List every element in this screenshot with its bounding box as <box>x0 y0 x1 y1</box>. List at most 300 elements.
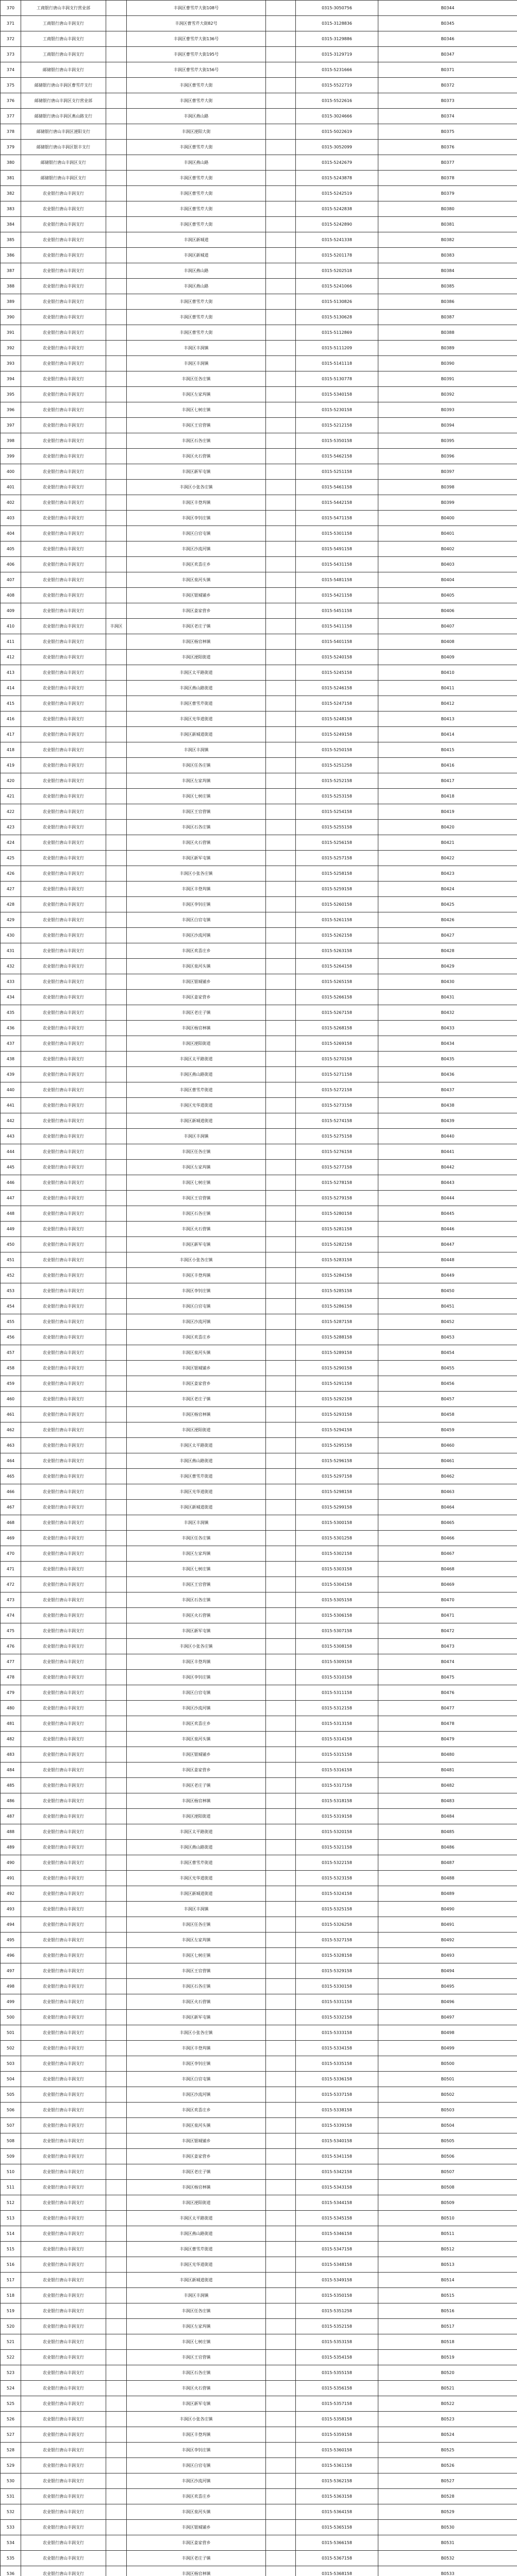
branch-address: 丰润区新城道街道 <box>127 2273 266 2288</box>
branch-name: 农业银行唐山丰润支行 <box>21 1175 106 1191</box>
branch-code: B0530 <box>378 2520 517 2535</box>
table-row <box>1 1113 517 1129</box>
table-row <box>1 727 517 742</box>
district-name <box>106 2056 127 2072</box>
row-number: 370 <box>1 1 21 16</box>
branch-name: 农业银行唐山丰润支行 <box>21 1732 106 1747</box>
district-name <box>106 603 127 619</box>
district-name <box>106 1778 127 1793</box>
branch-code: B0501 <box>378 2072 517 2087</box>
table-row <box>1 1345 517 1361</box>
blank-cell <box>266 2242 296 2257</box>
table-row <box>1 78 517 93</box>
branch-phone: 0315-5277158 <box>296 1160 378 1175</box>
district-name <box>106 155 127 171</box>
branch-name: 农业银行唐山丰润支行 <box>21 495 106 511</box>
blank-cell <box>266 1361 296 1376</box>
branch-name: 农业银行唐山丰润支行 <box>21 217 106 232</box>
blank-cell <box>266 2535 296 2551</box>
branch-phone: 0315-5289158 <box>296 1345 378 1361</box>
branch-phone: 0315-5130778 <box>296 371 378 387</box>
branch-code: B0400 <box>378 511 517 526</box>
branch-name: 农业银行唐山丰润支行 <box>21 650 106 665</box>
branch-name: 农业银行唐山丰润支行 <box>21 1670 106 1685</box>
branch-address: 丰润区白官屯镇 <box>127 526 266 541</box>
branch-name: 农业银行唐山丰润支行 <box>21 464 106 480</box>
branch-address: 丰润区太平路街道 <box>127 1824 266 1840</box>
branch-table-body <box>1 1 517 2576</box>
table-row <box>1 959 517 974</box>
branch-code: B0445 <box>378 1206 517 1222</box>
branch-phone: 0315-5351258 <box>296 2303 378 2319</box>
row-number: 428 <box>1 897 21 912</box>
branch-address: 丰润区丰润镇 <box>127 356 266 371</box>
table-row <box>1 2319 517 2334</box>
branch-code: B0425 <box>378 897 517 912</box>
row-number: 401 <box>1 480 21 495</box>
branch-address: 丰润区小张各庄镇 <box>127 1639 266 1654</box>
branch-address: 丰润区浭阳街道 <box>127 1036 266 1052</box>
blank-cell <box>266 943 296 959</box>
branch-name: 农业银行唐山丰润支行 <box>21 2566 106 2576</box>
branch-phone: 0315-5312158 <box>296 1701 378 1716</box>
branch-address: 丰润区小张各庄镇 <box>127 480 266 495</box>
branch-name: 农业银行唐山丰润支行 <box>21 1330 106 1345</box>
branch-address: 丰润区火石营镇 <box>127 1608 266 1623</box>
blank-cell <box>266 2103 296 2118</box>
district-name <box>106 912 127 928</box>
district-name <box>106 1098 127 1113</box>
row-number: 449 <box>1 1222 21 1237</box>
district-name <box>106 248 127 263</box>
row-number: 501 <box>1 2025 21 2041</box>
district-name <box>106 1623 127 1639</box>
district-name <box>106 2473 127 2489</box>
table-row <box>1 2025 517 2041</box>
table-row <box>1 495 517 511</box>
branch-phone: 0315-5251258 <box>296 758 378 773</box>
branch-phone: 0315-5471158 <box>296 511 378 526</box>
row-number: 427 <box>1 882 21 897</box>
district-name <box>106 2365 127 2381</box>
branch-code: B0388 <box>378 325 517 341</box>
row-number: 455 <box>1 1314 21 1330</box>
row-number: 523 <box>1 2365 21 2381</box>
branch-address: 丰润区白官屯镇 <box>127 2072 266 2087</box>
branch-name: 农业银行唐山丰润支行 <box>21 511 106 526</box>
branch-address: 丰润区石各庄镇 <box>127 433 266 449</box>
branch-address: 丰润区欢喜庄乡 <box>127 1716 266 1732</box>
row-number: 405 <box>1 541 21 557</box>
branch-address: 丰润区丰润镇 <box>127 1129 266 1144</box>
blank-cell <box>266 1793 296 1809</box>
district-name: 丰润区 <box>106 619 127 634</box>
row-number: 388 <box>1 279 21 294</box>
district-name <box>106 402 127 418</box>
branch-address: 丰润区泉河头镇 <box>127 572 266 588</box>
table-row <box>1 1438 517 1453</box>
branch-name: 农业银行唐山丰润支行 <box>21 2350 106 2365</box>
branch-code: B0393 <box>378 402 517 418</box>
branch-name: 农业银行唐山丰润支行 <box>21 2412 106 2427</box>
branch-address: 丰润区杨官林镇 <box>127 1407 266 1422</box>
row-number: 373 <box>1 47 21 62</box>
row-number: 411 <box>1 634 21 650</box>
table-row <box>1 2504 517 2520</box>
branch-name: 农业银行唐山丰润支行 <box>21 1654 106 1670</box>
blank-cell <box>266 201 296 217</box>
table-row <box>1 1067 517 1082</box>
blank-cell <box>266 882 296 897</box>
branch-address: 丰润区沙流河镇 <box>127 2473 266 2489</box>
branch-code: B0401 <box>378 526 517 541</box>
row-number: 444 <box>1 1144 21 1160</box>
branch-code: B0373 <box>378 93 517 109</box>
table-row <box>1 1175 517 1191</box>
branch-address: 丰润区曹雪芹大街 <box>127 217 266 232</box>
branch-address: 丰润区银城铺乡 <box>127 588 266 603</box>
row-number: 419 <box>1 758 21 773</box>
branch-code: B0489 <box>378 1886 517 1902</box>
branch-code: B0494 <box>378 1963 517 1979</box>
branch-code: B0505 <box>378 2133 517 2149</box>
branch-name: 农业银行唐山丰润支行 <box>21 1902 106 1917</box>
branch-phone: 0315-5264158 <box>296 959 378 974</box>
blank-cell <box>266 140 296 155</box>
blank-cell <box>266 1407 296 1422</box>
branch-code: B0456 <box>378 1376 517 1392</box>
blank-cell <box>266 1917 296 1933</box>
district-name <box>106 217 127 232</box>
district-name <box>106 511 127 526</box>
table-row <box>1 1237 517 1252</box>
branch-phone: 0315-5324158 <box>296 1886 378 1902</box>
table-row <box>1 2087 517 2103</box>
table-row <box>1 2566 517 2576</box>
branch-phone: 0315-5431158 <box>296 557 378 572</box>
branch-name: 农业银行唐山丰润支行 <box>21 1979 106 1994</box>
branch-name: 农业银行唐山丰润支行 <box>21 2535 106 2551</box>
district-name <box>106 1407 127 1422</box>
blank-cell <box>266 155 296 171</box>
branch-address: 丰润区曹雪芹街道 <box>127 1469 266 1484</box>
branch-name: 农业银行唐山丰润支行 <box>21 248 106 263</box>
branch-phone: 0315-5300158 <box>296 1515 378 1531</box>
row-number: 431 <box>1 943 21 959</box>
branch-phone: 0315-5301158 <box>296 526 378 541</box>
table-row <box>1 1871 517 1886</box>
branch-code: B0387 <box>378 310 517 325</box>
table-row <box>1 572 517 588</box>
row-number: 472 <box>1 1577 21 1592</box>
blank-cell <box>266 1082 296 1098</box>
branch-phone: 0315-5255158 <box>296 820 378 835</box>
table-row <box>1 2010 517 2025</box>
row-number: 435 <box>1 1005 21 1021</box>
table-row <box>1 1515 517 1531</box>
table-row <box>1 2535 517 2551</box>
blank-cell <box>266 2365 296 2381</box>
table-row <box>1 1670 517 1685</box>
branch-address: 丰润区曹雪芹大街 <box>127 294 266 310</box>
branch-phone: 0315-5346158 <box>296 2226 378 2242</box>
branch-address: 丰润区王官营镇 <box>127 804 266 820</box>
blank-cell <box>266 681 296 696</box>
district-name <box>106 2226 127 2242</box>
district-name <box>106 1222 127 1237</box>
blank-cell <box>266 2566 296 2576</box>
blank-cell <box>266 2087 296 2103</box>
district-name <box>106 1902 127 1917</box>
branch-name: 农业银行唐山丰润支行 <box>21 325 106 341</box>
branch-name: 农业银行唐山丰润支行 <box>21 480 106 495</box>
branch-address: 丰润区老庄子镇 <box>127 1005 266 1021</box>
row-number: 407 <box>1 572 21 588</box>
branch-code: B0407 <box>378 619 517 634</box>
blank-cell <box>266 1654 296 1670</box>
branch-phone: 0315-5341158 <box>296 2149 378 2164</box>
district-name <box>106 727 127 742</box>
branch-phone: 0315-5364158 <box>296 2504 378 2520</box>
row-number: 436 <box>1 1021 21 1036</box>
table-row <box>1 1809 517 1824</box>
branch-name: 农业银行唐山丰润支行 <box>21 2056 106 2072</box>
branch-address: 丰润区丰登坞镇 <box>127 882 266 897</box>
branch-name: 农业银行唐山丰润支行 <box>21 402 106 418</box>
blank-cell <box>266 2427 296 2443</box>
blank-cell <box>266 1562 296 1577</box>
district-name <box>106 2273 127 2288</box>
branch-address: 丰润区杨官林镇 <box>127 1021 266 1036</box>
branch-name: 农业银行唐山丰润支行 <box>21 1392 106 1407</box>
table-row <box>1 1546 517 1562</box>
table-row <box>1 1144 517 1160</box>
branch-address: 丰润区石各庄镇 <box>127 1592 266 1608</box>
table-row <box>1 2103 517 2118</box>
branch-name: 农业银行唐山丰润支行 <box>21 2025 106 2041</box>
branch-address: 丰润区欢喜庄乡 <box>127 1330 266 1345</box>
branch-code: B0460 <box>378 1438 517 1453</box>
table-row <box>1 1639 517 1654</box>
branch-name: 农业银行唐山丰润支行 <box>21 990 106 1005</box>
branch-name: 农业银行唐山丰润支行 <box>21 773 106 789</box>
branch-phone: 0315-5291158 <box>296 1376 378 1392</box>
branch-phone: 0315-5276158 <box>296 1144 378 1160</box>
blank-cell <box>266 62 296 78</box>
branch-phone: 0315-5265158 <box>296 974 378 990</box>
table-row <box>1 1685 517 1701</box>
branch-phone: 0315-5316158 <box>296 1762 378 1778</box>
branch-phone: 0315-5302158 <box>296 1546 378 1562</box>
branch-code: B0420 <box>378 820 517 835</box>
blank-cell <box>266 1762 296 1778</box>
branch-code: B0511 <box>378 2226 517 2242</box>
district-name <box>106 109 127 124</box>
branch-name: 农业银行唐山丰润支行 <box>21 1299 106 1314</box>
district-name <box>106 449 127 464</box>
branch-code: B0376 <box>378 140 517 155</box>
district-name <box>106 2381 127 2396</box>
branch-code: B0417 <box>378 773 517 789</box>
branch-name: 农业银行唐山丰润支行 <box>21 1283 106 1299</box>
blank-cell <box>266 1824 296 1840</box>
row-number: 424 <box>1 835 21 851</box>
blank-cell <box>266 2489 296 2504</box>
branch-name: 农业银行唐山丰润支行 <box>21 619 106 634</box>
row-number: 375 <box>1 78 21 93</box>
branch-address: 丰润区新军屯镇 <box>127 1623 266 1639</box>
branch-name: 农业银行唐山丰润支行 <box>21 943 106 959</box>
row-number: 487 <box>1 1809 21 1824</box>
blank-cell <box>266 974 296 990</box>
branch-name: 农业银行唐山丰润支行 <box>21 1639 106 1654</box>
table-row <box>1 557 517 572</box>
branch-address: 丰润区丰润镇 <box>127 2288 266 2303</box>
branch-address: 丰润区沙流河镇 <box>127 541 266 557</box>
table-row <box>1 31 517 47</box>
district-name <box>106 1422 127 1438</box>
branch-address: 丰润区七树庄镇 <box>127 2334 266 2350</box>
branch-name: 农业银行唐山丰润支行 <box>21 2458 106 2473</box>
blank-cell <box>266 1283 296 1299</box>
branch-code: B0436 <box>378 1067 517 1082</box>
blank-cell <box>266 217 296 232</box>
branch-phone: 0315-5327158 <box>296 1933 378 1948</box>
blank-cell <box>266 1948 296 1963</box>
branch-phone: 0315-5338158 <box>296 2103 378 2118</box>
branch-phone: 0315-5305158 <box>296 1592 378 1608</box>
branch-phone: 0315-5242890 <box>296 217 378 232</box>
branch-code: B0435 <box>378 1052 517 1067</box>
table-row <box>1 1005 517 1021</box>
blank-cell <box>266 1422 296 1438</box>
row-number: 447 <box>1 1191 21 1206</box>
branch-name: 农业银行唐山丰润支行 <box>21 1036 106 1052</box>
branch-phone: 0315-5287158 <box>296 1314 378 1330</box>
branch-phone: 0315-5256158 <box>296 835 378 851</box>
row-number: 513 <box>1 2211 21 2226</box>
row-number: 534 <box>1 2535 21 2551</box>
branch-name: 农业银行唐山丰润支行 <box>21 2195 106 2211</box>
branch-phone: 0315-5339158 <box>296 2118 378 2133</box>
district-name <box>106 2458 127 2473</box>
branch-phone: 0315-5306158 <box>296 1608 378 1623</box>
branch-code: B0402 <box>378 541 517 557</box>
table-row <box>1 650 517 665</box>
district-name <box>106 2350 127 2365</box>
table-row <box>1 140 517 155</box>
branch-phone: 0315-5130826 <box>296 294 378 310</box>
branch-code: B0465 <box>378 1515 517 1531</box>
row-number: 508 <box>1 2133 21 2149</box>
table-row <box>1 1701 517 1716</box>
district-name <box>106 1654 127 1670</box>
branch-code: B0490 <box>378 1902 517 1917</box>
branch-phone: 0315-5345158 <box>296 2211 378 2226</box>
row-number: 394 <box>1 371 21 387</box>
branch-name: 农业银行唐山丰润支行 <box>21 603 106 619</box>
district-name <box>106 1948 127 1963</box>
branch-code: B0531 <box>378 2535 517 2551</box>
branch-name: 邮储银行唐山丰润支行 <box>21 62 106 78</box>
row-number: 497 <box>1 1963 21 1979</box>
table-row <box>1 1500 517 1515</box>
district-name <box>106 1500 127 1515</box>
blank-cell <box>266 619 296 634</box>
blank-cell <box>266 526 296 541</box>
branch-address: 丰润区火石营镇 <box>127 1994 266 2010</box>
branch-phone: 0315-5243878 <box>296 171 378 186</box>
branch-name: 邮储银行唐山丰润区支行营业部 <box>21 93 106 109</box>
branch-address: 丰润区火石营镇 <box>127 835 266 851</box>
district-name <box>106 835 127 851</box>
row-number: 398 <box>1 433 21 449</box>
table-row <box>1 820 517 835</box>
row-number: 493 <box>1 1902 21 1917</box>
blank-cell <box>266 665 296 681</box>
branch-address: 丰润区小张各庄镇 <box>127 2025 266 2041</box>
branch-code: B0395 <box>378 433 517 449</box>
table-row <box>1 433 517 449</box>
branch-address: 丰润区欢喜庄乡 <box>127 2489 266 2504</box>
row-number: 403 <box>1 511 21 526</box>
branch-code: B0478 <box>378 1716 517 1732</box>
branch-address: 丰润区火石营镇 <box>127 449 266 464</box>
branch-address: 丰润区七树庄镇 <box>127 1562 266 1577</box>
branch-address: 丰润区曹雪芹大街108号 <box>127 1 266 16</box>
branch-address: 丰润区李钊庄镇 <box>127 1283 266 1299</box>
blank-cell <box>266 1871 296 1886</box>
blank-cell <box>266 2025 296 2041</box>
branch-code: B0441 <box>378 1144 517 1160</box>
branch-address: 丰润区银城铺乡 <box>127 1747 266 1762</box>
row-number: 390 <box>1 310 21 325</box>
district-name <box>106 387 127 402</box>
branch-address: 丰润区泉河头镇 <box>127 1345 266 1361</box>
branch-phone: 0315-5263158 <box>296 943 378 959</box>
row-number: 490 <box>1 1855 21 1871</box>
branch-code: B0411 <box>378 681 517 696</box>
branch-phone: 0315-5332158 <box>296 2010 378 2025</box>
branch-address: 丰润区左家坞镇 <box>127 1546 266 1562</box>
blank-cell <box>266 2133 296 2149</box>
blank-cell <box>266 2149 296 2164</box>
table-row <box>1 1855 517 1871</box>
row-number: 484 <box>1 1762 21 1778</box>
table-row <box>1 2041 517 2056</box>
branch-code: B0499 <box>378 2041 517 2056</box>
district-name <box>106 650 127 665</box>
blank-cell <box>266 2319 296 2334</box>
branch-phone: 0315-5315158 <box>296 1747 378 1762</box>
branch-name: 邮储银行唐山丰润区银丰支行 <box>21 140 106 155</box>
district-name <box>106 1670 127 1685</box>
branch-phone: 0315-5290158 <box>296 1361 378 1376</box>
branch-code: B0508 <box>378 2180 517 2195</box>
table-row <box>1 1098 517 1113</box>
blank-cell <box>266 2520 296 2535</box>
district-name <box>106 186 127 201</box>
table-row <box>1 2443 517 2458</box>
row-number: 477 <box>1 1654 21 1670</box>
branch-phone: 0315-5272158 <box>296 1082 378 1098</box>
branch-address: 丰润区小张各庄镇 <box>127 866 266 882</box>
table-row <box>1 155 517 171</box>
branch-address: 丰润区燕山路 <box>127 263 266 279</box>
blank-cell <box>266 341 296 356</box>
branch-code: B0504 <box>378 2118 517 2133</box>
table-row <box>1 2551 517 2566</box>
